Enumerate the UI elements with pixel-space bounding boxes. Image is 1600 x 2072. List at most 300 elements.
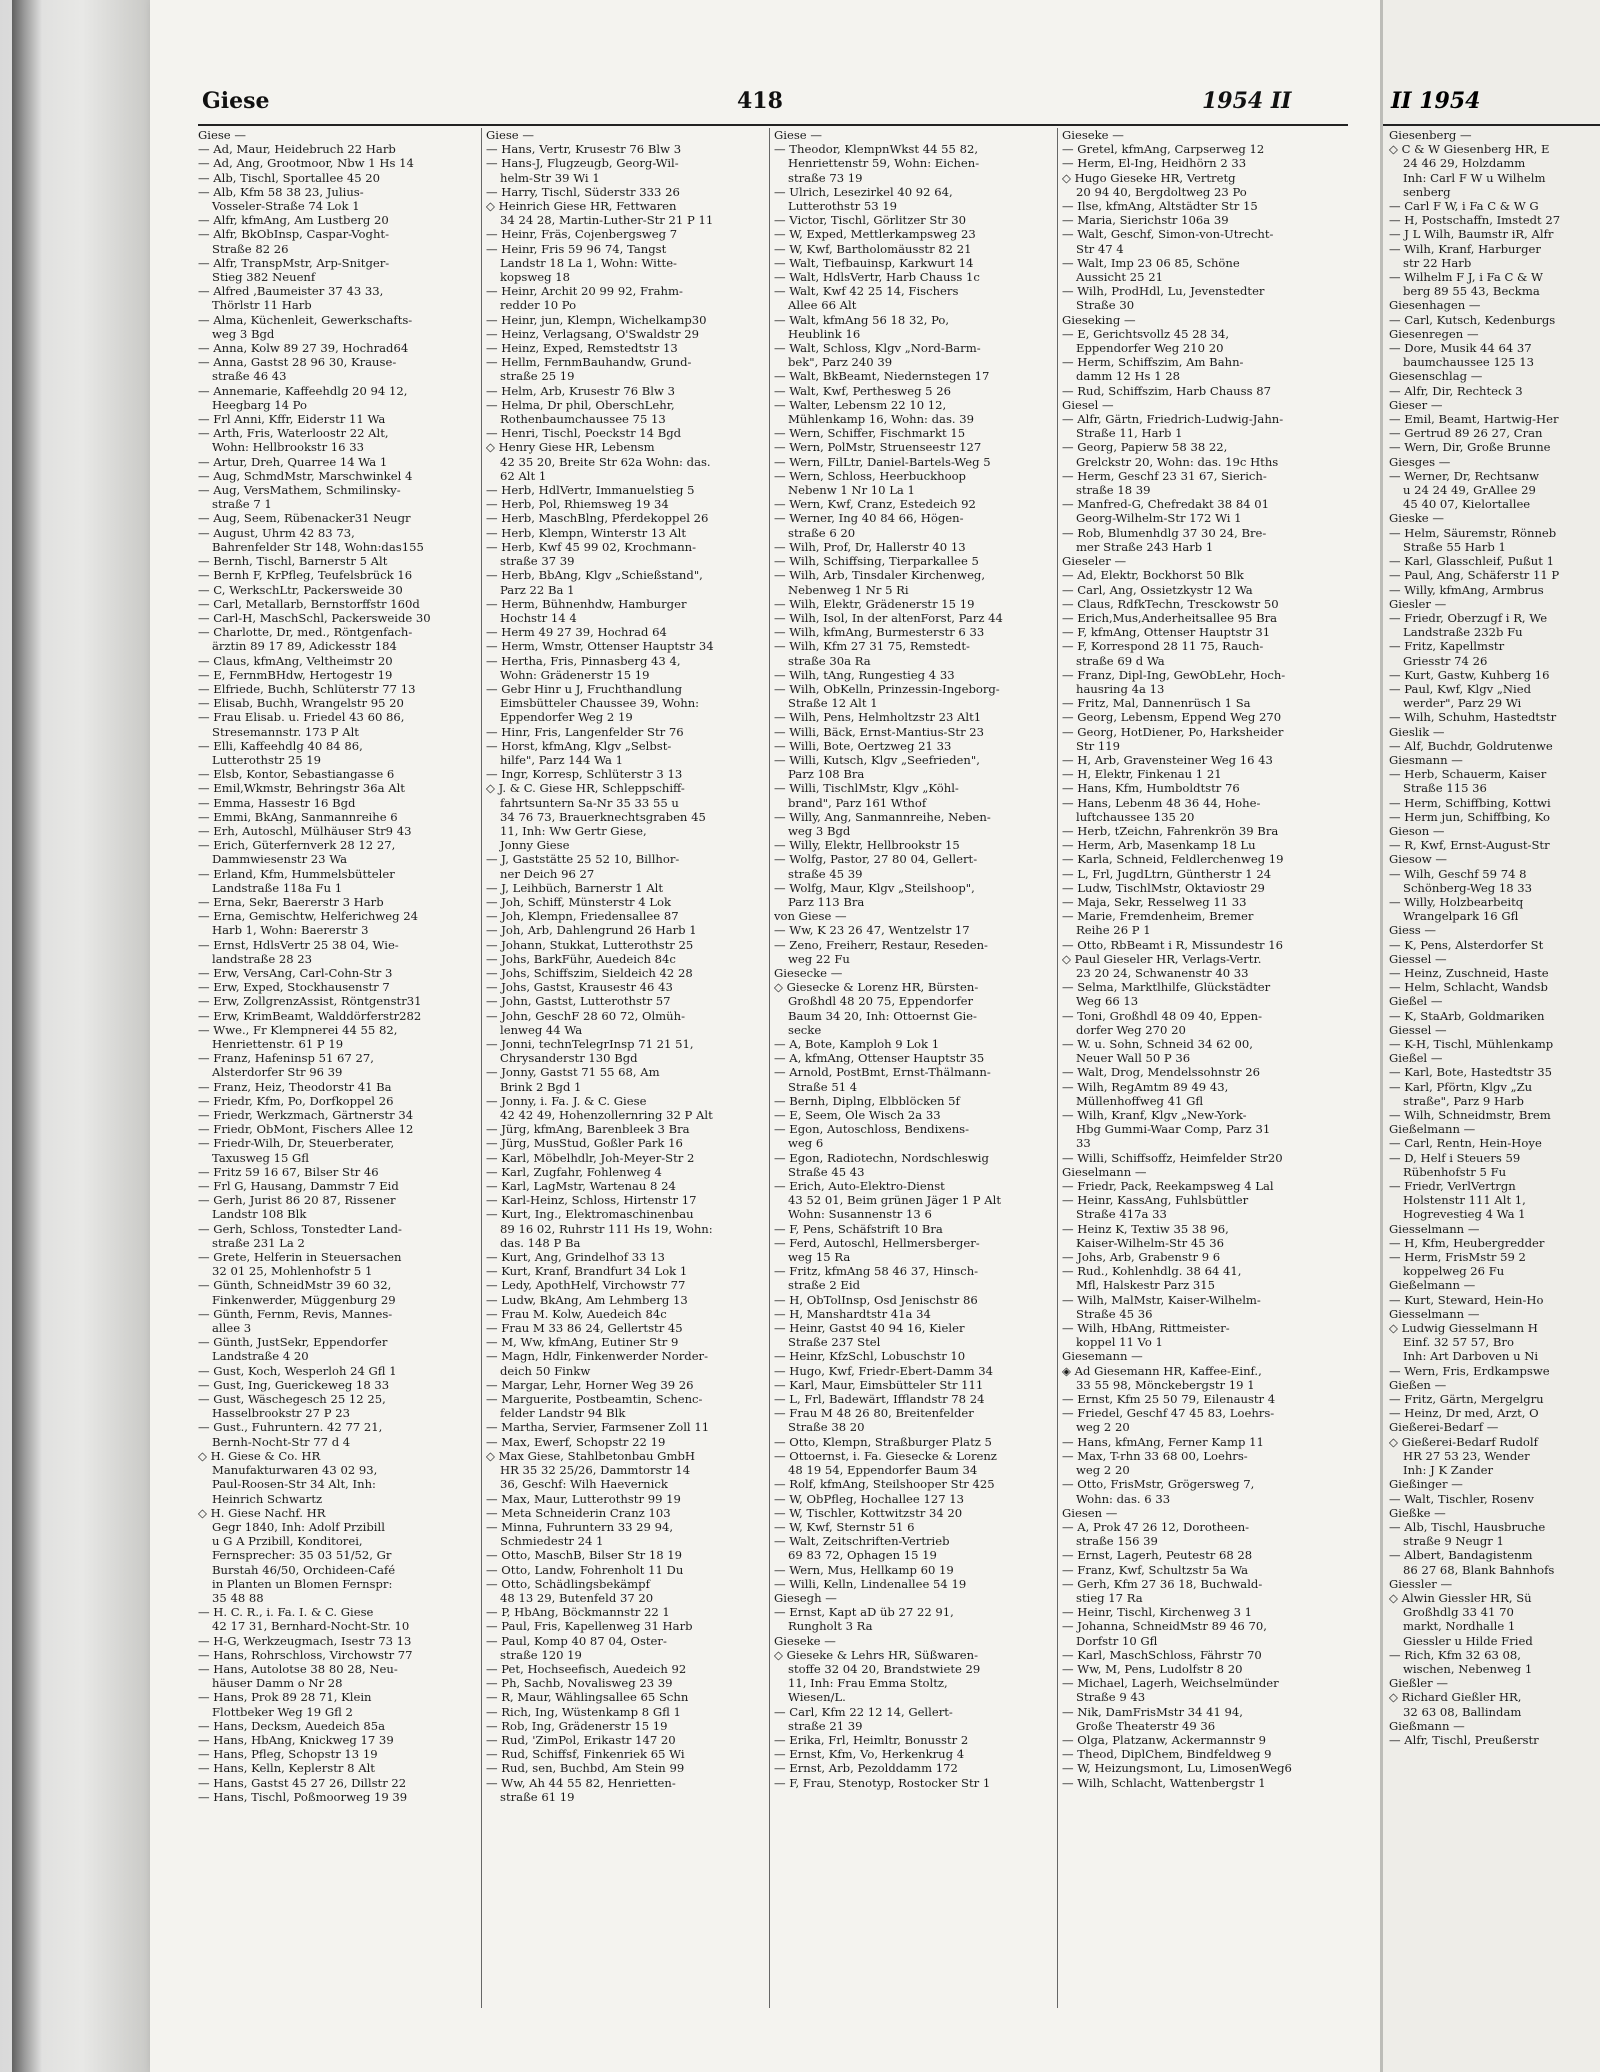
directory-entry-line: Wiesen/L. <box>788 1690 846 1705</box>
directory-entry-line: — Heinr, Tischl, Kirchenweg 3 1 <box>1062 1605 1253 1620</box>
directory-entry-line: — Alfred ‚Baumeister 37 43 33, <box>198 284 384 299</box>
directory-entry-line: Bahrenfelder Str 148, Wohn:das155 <box>212 539 424 554</box>
directory-entry-line: — Ludw, BkAng, Am Lehmberg 13 <box>486 1292 688 1307</box>
directory-entry-line: ◇ Paul Gieseler HR, Verlags-Vertr. <box>1062 951 1262 966</box>
facing-entry-line: Wrangelpark 16 Gfl <box>1403 909 1519 924</box>
directory-entry-line: — Heinz, Verlagsang, O'Swaldstr 29 <box>486 326 699 341</box>
directory-entry-line: — Alfr, Gärtn, Friedrich-Ludwig-Jahn- <box>1062 412 1284 427</box>
directory-entry-line: — Joh, Arb, Dahlengrund 26 Harb 1 <box>486 923 697 938</box>
directory-entry-line: — Herb, tZeichn, Fahrenkrön 39 Bra <box>1062 823 1279 838</box>
directory-entry-line: — Friedr, ObMont, Fischers Allee 12 <box>198 1122 414 1137</box>
directory-entry-line: — Paul, Fris, Kapellenweg 31 Harb <box>486 1619 693 1634</box>
facing-entry-line: senberg <box>1403 184 1451 199</box>
directory-entry-line: — Olga, Platzanw, Ackermannstr 9 <box>1062 1732 1267 1747</box>
directory-entry-line: — Hugo, Kwf, Friedr-Ebert-Damm 34 <box>774 1363 993 1378</box>
facing-entry-line: Giesenregen — <box>1389 326 1479 341</box>
directory-entry-line: fahrtsuntern Sa-Nr 35 33 55 u <box>500 795 679 810</box>
facing-entry-line: Giesow — <box>1389 852 1447 867</box>
directory-entry-line: weg 3 Bgd <box>788 823 851 838</box>
directory-entry-line: — Frau M 33 86 24, Gellertstr 45 <box>486 1321 683 1336</box>
facing-entry-line: — J L Wilh, Baumstr iR, Alfr <box>1389 227 1554 242</box>
directory-entry-line: Landstr 18 La 1, Wohn: Witte- <box>500 255 677 270</box>
directory-entry-line: Gieseler — <box>1062 554 1127 569</box>
facing-entry-line: — K, Pens, Alsterdorfer St <box>1389 937 1544 952</box>
directory-entry-line: — Wilh, Arb, Tinsdaler Kirchenweg, <box>774 568 986 583</box>
facing-entry-line: Schönberg-Weg 18 33 <box>1403 880 1533 895</box>
facing-entry-line: Einf. 32 57 57, Bro <box>1403 1335 1514 1350</box>
directory-column-4 <box>1062 128 1342 2048</box>
facing-entry-line: Giesenschlag — <box>1389 369 1483 384</box>
directory-entry-line: dorfer Weg 270 20 <box>1076 1022 1186 1037</box>
facing-entry-line: — Gertrud 89 26 27, Cran <box>1389 426 1543 441</box>
directory-entry-line: — Max, T-rhn 33 68 00, Loehrs- <box>1062 1448 1248 1463</box>
directory-entry-line: — Ilse, kfmAng, Altstädter Str 15 <box>1062 199 1258 214</box>
directory-entry-line: Gieselmann — <box>1062 1164 1147 1179</box>
facing-entry-line: — Carl, Rentn, Hein-Hoye <box>1389 1136 1542 1151</box>
directory-entry-line: 11, Inh: Ww Gertr Giese, <box>500 823 647 838</box>
directory-entry-line: — E, FernmBHdw, Hertogestr 19 <box>198 667 393 682</box>
directory-entry-line: 43 52 01, Beim grünen Jäger 1 P Alt <box>788 1193 1002 1208</box>
page-number: 418 <box>737 88 783 114</box>
directory-entry-line: — Franz, Heiz, Theodorstr 41 Ba <box>198 1079 392 1094</box>
directory-entry-line: luftchaussee 135 20 <box>1076 809 1195 824</box>
directory-entry-line: — Anna, Kolw 89 27 39, Hochrad64 <box>198 341 409 356</box>
directory-entry-line: — Zeno, Freiherr, Restaur, Reseden- <box>774 937 988 952</box>
directory-entry-line: Nebenweg 1 Nr 5 Ri <box>788 582 909 597</box>
facing-entry-line: — Helm, Schlacht, Wandsb <box>1389 980 1548 995</box>
directory-entry-line: hausring 4a 13 <box>1076 681 1165 696</box>
directory-entry-line: — Carl, Metallarb, Bernstorffstr 160d <box>198 596 420 611</box>
directory-entry-line: — Horst, kfmAng, Klgv „Selbst- <box>486 738 672 753</box>
directory-entry-line: weg 22 Fu <box>788 951 850 966</box>
directory-entry-line: — Grete, Helferin in Steuersachen <box>198 1250 402 1265</box>
directory-entry-line: — Emma, Hassestr 16 Bgd <box>198 795 356 810</box>
directory-entry-line: — Willi, Kutsch, Klgv „Seefrieden", <box>774 752 980 767</box>
directory-entry-line: — Erich, Auto-Elektro-Dienst <box>774 1179 945 1194</box>
directory-entry-line: ◇ Gieseke & Lehrs HR, Süßwaren- <box>774 1647 979 1662</box>
facing-entry-line: Giessler — <box>1389 1576 1453 1591</box>
directory-entry-line: — Ad, Elektr, Bockhorst 50 Blk <box>1062 568 1244 583</box>
directory-entry-line: straße 61 19 <box>500 1789 575 1804</box>
directory-entry-line: — Magn, Hdlr, Finkenwerder Norder- <box>486 1349 709 1364</box>
facing-entry-line: Griesstr 74 26 <box>1403 653 1488 668</box>
directory-entry-line: Wohn: Susannenstr 13 6 <box>788 1207 932 1222</box>
directory-entry-line: — Arnold, PostBmt, Ernst-Thälmann- <box>774 1065 991 1080</box>
directory-entry-line: — Karl, Zugfahr, Fohlenweg 4 <box>486 1164 662 1179</box>
directory-entry-line: — Ernst, Lagerh, Peutestr 68 28 <box>1062 1548 1253 1563</box>
directory-entry-line: deich 50 Finkw <box>500 1363 591 1378</box>
directory-entry-line: Giese — <box>774 128 822 142</box>
directory-entry-line: — Walt, Imp 23 06 85, Schöne <box>1062 255 1240 270</box>
facing-entry-line: Gießerei-Bedarf — <box>1389 1420 1499 1435</box>
directory-entry-line: — Wilh, MalMstr, Kaiser-Wilhelm- <box>1062 1292 1261 1307</box>
directory-entry-line: ◇ Henry Giese HR, Lebensm <box>486 440 655 455</box>
directory-entry-line: HR 35 32 25/26, Dammtorstr 14 <box>500 1463 691 1478</box>
directory-entry-line: Wohn: Hellbrookstr 16 33 <box>212 440 364 455</box>
directory-entry-line: — Johs, Arb, Grabenstr 9 6 <box>1062 1250 1221 1265</box>
directory-entry-line: — Kurt, Kranf, Brandfurt 34 Lok 1 <box>486 1264 688 1279</box>
directory-entry-line: — Wilh, Prof, Dr, Hallerstr 40 13 <box>774 539 966 554</box>
facing-entry-line: — Paul, Kwf, Klgv „Nied <box>1389 681 1532 696</box>
directory-entry-line: 69 83 72, Ophagen 15 19 <box>788 1548 937 1563</box>
directory-entry-line: Hasselbrookstr 27 P 23 <box>212 1406 350 1421</box>
directory-entry-line: Müllenhoffweg 41 Gfl <box>1076 1093 1204 1108</box>
directory-entry-line: — Rud, 'ZimPol, Erikastr 147 20 <box>486 1732 676 1747</box>
directory-entry-line: — C, WerkschLtr, Packersweide 30 <box>198 582 403 597</box>
directory-entry-line: straße 73 19 <box>788 170 863 185</box>
directory-entry-line: Paul-Roosen-Str 34 Alt, Inh: <box>212 1477 376 1492</box>
facing-entry-line: Landstraße 232b Fu <box>1403 625 1523 640</box>
directory-entry-line: straße 25 19 <box>500 369 575 384</box>
directory-entry-line: — Hans, Decksm, Auedeich 85a <box>198 1718 386 1733</box>
facing-entry-line: — Karl, Pförtn, Klgv „Zu <box>1389 1079 1533 1094</box>
directory-entry-line: — Egon, Autoschloss, Bendixens- <box>774 1122 970 1137</box>
facing-entry-line: werder", Parz 29 Wi <box>1403 696 1522 711</box>
directory-entry-line: — H-G, Werkzeugmach, Isestr 73 13 <box>198 1633 412 1648</box>
directory-entry-line: — Helm, Arb, Krusestr 76 Blw 3 <box>486 383 675 398</box>
facing-entry-line: — Willy, kfmAng, Armbrus <box>1389 582 1544 597</box>
directory-entry-line: — Otto, Klempn, Straßburger Platz 5 <box>774 1434 992 1449</box>
directory-entry-line: — Wilh, Pens, Helmholtzstr 23 Alt1 <box>774 710 982 725</box>
directory-entry-line: Straße 237 Stel <box>788 1335 881 1350</box>
directory-entry-line: — Wilh, Elektr, Grädenerstr 15 19 <box>774 596 975 611</box>
directory-entry-line: — Wolfg, Maur, Klgv „Steilshoop", <box>774 880 975 895</box>
facing-entry-line: — Wilh, Geschf 59 74 8 <box>1389 866 1527 881</box>
header-year: 1954 II <box>1202 88 1292 114</box>
directory-entry-line: ◇ H. Giese & Co. HR <box>198 1448 321 1463</box>
directory-entry-line: — Ernst, Arb, Pezolddamm 172 <box>774 1761 958 1776</box>
column-divider <box>769 128 770 2008</box>
directory-entry-line: Heinrich Schwartz <box>212 1491 323 1506</box>
directory-entry-line: weg 6 <box>788 1136 824 1151</box>
directory-entry-line: — Harry, Tischl, Süderstr 333 26 <box>486 184 680 199</box>
facing-entry-line: Gießelmann — <box>1389 1122 1476 1137</box>
directory-entry-line: Str 119 <box>1076 738 1120 753</box>
directory-entry-line: Alsterdorfer Str 96 39 <box>212 1065 343 1080</box>
directory-entry-line: — Franz, Dipl-Ing, GewObLehr, Hoch- <box>1062 667 1286 682</box>
directory-entry-line: 42 17 31, Bernhard-Nocht-Str. 10 <box>212 1619 410 1634</box>
directory-entry-line: Lutterothstr 53 19 <box>788 199 898 214</box>
facing-entry-line: Giess — <box>1389 923 1437 938</box>
directory-entry-line: — Aug, Seem, Rübenacker31 Neugr <box>198 511 411 526</box>
directory-entry-line: weg 2 20 <box>1076 1420 1130 1435</box>
facing-entry-line: Hogrevestieg 4 Wa 1 <box>1403 1207 1526 1222</box>
directory-entry-line: — Kurt, Ang, Grindelhof 33 13 <box>486 1250 665 1265</box>
directory-entry-line: 33 55 98, Mönckebergstr 19 1 <box>1076 1377 1255 1392</box>
directory-entry-line: — Nik, DamFrisMstr 34 41 94, <box>1062 1704 1243 1719</box>
directory-entry-line: weg 15 Ra <box>788 1250 851 1265</box>
directory-entry-line: 42 42 49, Hohenzollernring 32 P Alt <box>500 1108 713 1123</box>
directory-entry-line: Gegr 1840, Inh: Adolf Przibill <box>212 1519 385 1534</box>
directory-entry-line: — Heinr, jun, Klempn, Wichelkamp30 <box>486 312 707 327</box>
directory-column-3 <box>774 128 1054 2048</box>
directory-entry-line: — Gerh, Kfm 27 36 18, Buchwald- <box>1062 1576 1263 1591</box>
facing-entry-line: ◇ Gießerei-Bedarf Rudolf <box>1389 1434 1538 1449</box>
directory-entry-line: — Wern, PolMstr, Struenseestr 127 <box>774 440 982 455</box>
directory-entry-line: — A, Bote, Kamploh 9 Lok 1 <box>774 1037 940 1051</box>
directory-entry-line: — A, kfmAng, Ottenser Hauptstr 35 <box>774 1051 985 1066</box>
directory-entry-line: Reihe 26 P 1 <box>1076 923 1151 938</box>
directory-entry-line: Straße 38 20 <box>788 1420 865 1435</box>
facing-entry-line: — Herm jun, Schiffbing, Ko <box>1389 809 1550 824</box>
directory-entry-line: — Alfr, kfmAng, Am Lustberg 20 <box>198 213 389 228</box>
directory-entry-line: — Egon, Radiotechn, Nordschleswig <box>774 1150 989 1165</box>
directory-entry-line: Baum 34 20, Inh: Ottoernst Gie- <box>788 1008 977 1023</box>
directory-entry-line: — Emil,Wkmstr, Behringstr 36a Alt <box>198 781 405 796</box>
directory-entry-line: — Friedr-Wilh, Dr, Steuerberater, <box>198 1136 395 1151</box>
directory-entry-line: — Erw, ZollgrenzAssist, Röntgenstr31 <box>198 994 422 1009</box>
facing-entry-line: — Karl, Bote, Hastedtstr 35 <box>1389 1065 1553 1080</box>
facing-entry-line: — Heinz, Zuschneid, Haste <box>1389 965 1549 980</box>
directory-entry-line: Eimsbütteler Chaussee 39, Wohn: <box>500 696 700 711</box>
facing-entry-line: — Wilh, Schneidmstr, Brem <box>1389 1108 1551 1123</box>
directory-entry-line: — Ww, K 23 26 47, Wentzelstr 17 <box>774 923 970 938</box>
directory-entry-line: — Gretel, kfmAng, Carpserweg 12 <box>1062 142 1265 157</box>
directory-entry-line: — Hertha, Fris, Pinnasberg 43 4, <box>486 653 681 668</box>
directory-entry-line: Wohn: das. 6 33 <box>1076 1491 1171 1506</box>
directory-entry-line: — Karl, LagMstr, Wartenau 8 24 <box>486 1179 676 1194</box>
directory-entry-line: brand", Parz 161 Wthof <box>788 795 927 810</box>
directory-entry-line: das. 148 P Ba <box>500 1235 581 1250</box>
facing-entry-line: str 22 Harb <box>1403 255 1472 270</box>
directory-entry-line: — Ernst, HdlsVertr 25 38 04, Wie- <box>198 937 399 952</box>
facing-entry-line: — Herb, Schauerm, Kaiser <box>1389 767 1547 782</box>
directory-entry-line: ◈ Ad Giesemann HR, Kaffee-Einf., <box>1062 1363 1262 1378</box>
directory-entry-line: — Heinz, Exped, Remstedtstr 13 <box>486 341 678 356</box>
facing-entry-line: — Alf, Buchdr, Goldrutenwe <box>1389 738 1553 753</box>
directory-entry-line: Gieseking — <box>1062 312 1136 327</box>
directory-entry-line: Eppendorfer Weg 210 20 <box>1076 341 1224 356</box>
header-rule <box>198 124 1348 126</box>
directory-entry-line: straße 46 43 <box>212 369 287 384</box>
facing-entry-line: — Paul, Ang, Schäferstr 11 P <box>1389 568 1560 583</box>
directory-entry-line: ◇ Hugo Gieseke HR, Vertretg <box>1062 170 1236 185</box>
directory-entry-line: — Hellm, FernmBauhandw, Grund- <box>486 355 692 370</box>
directory-entry-line: Kaiser-Wilhelm-Str 45 36 <box>1076 1235 1225 1250</box>
facing-entry-line: markt, Nordhalle 1 <box>1403 1619 1516 1634</box>
directory-entry-line: — Herb, BbAng, Klgv „Schießstand", <box>486 568 703 583</box>
directory-entry-line: ◇ J. & C. Giese HR, Schleppschiff- <box>486 781 685 796</box>
directory-entry-line: — Walt, Kwf 42 25 14, Fischers <box>774 284 959 299</box>
facing-page-header: II 1954 <box>1391 88 1481 114</box>
directory-entry-line: — Theodor, KlempnWkst 44 55 82, <box>774 142 979 157</box>
directory-entry-line: — Wilh, ProdHdl, Lu, Jevenstedter <box>1062 284 1265 299</box>
directory-entry-line: — Selma, Marktlhilfe, Glückstädter <box>1062 980 1271 995</box>
directory-entry-line: straße 45 39 <box>788 866 863 881</box>
directory-entry-line: 34 24 28, Martin-Luther-Str 21 P 11 <box>500 213 714 228</box>
directory-entry-line: Straße 45 43 <box>788 1164 865 1179</box>
directory-entry-line: — Joh, Schiff, Münsterstr 4 Lok <box>486 894 671 909</box>
directory-entry-line: Straße 51 4 <box>788 1079 858 1094</box>
facing-entry-line: 24 46 29, Holzdamm <box>1403 156 1526 171</box>
directory-entry-line: — F, Frau, Stenotyp, Rostocker Str 1 <box>774 1775 991 1790</box>
directory-entry-line: — Heinr, KassAng, Fuhlsbüttler <box>1062 1193 1249 1208</box>
facing-entry-line: — Wern, Fris, Erdkampswe <box>1389 1363 1550 1378</box>
directory-entry-line: — Walt, Drog, Mendelssohnstr 26 <box>1062 1065 1261 1080</box>
facing-entry-line: Gieske — <box>1389 511 1444 526</box>
directory-entry-line: — W, Heizungsmont, Lu, LimosenWeg6 <box>1062 1761 1292 1776</box>
facing-entry-line: — Helm, Säuremstr, Rönneb <box>1389 525 1557 540</box>
directory-entry-line: — Friedr, Werkzmach, Gärtnerstr 34 <box>198 1108 414 1123</box>
directory-entry-line: Manufakturwaren 43 02 93, <box>212 1463 378 1478</box>
directory-entry-line: — Ernst, Kapt aD üb 27 22 91, <box>774 1605 954 1620</box>
directory-entry-line: — Hans, Rohrschloss, Virchowstr 77 <box>198 1647 413 1662</box>
facing-entry-line: u 24 24 49, GrAllee 29 <box>1403 483 1536 498</box>
facing-entry-line: Giesler — <box>1389 596 1447 611</box>
directory-entry-line: — Jürg, MusStud, Goßler Park 16 <box>486 1136 683 1151</box>
facing-entry-line: Gießler — <box>1389 1676 1448 1691</box>
directory-entry-line: Giesecke — <box>774 965 843 980</box>
directory-entry-line: — Elfriede, Buchh, Schlüterstr 77 13 <box>198 681 416 696</box>
directory-entry-line: — Hinr, Fris, Langenfelder Str 76 <box>486 724 684 739</box>
directory-entry-line: Giesemann — <box>1062 1349 1143 1364</box>
directory-entry-line: 11, Inh: Frau Emma Stoltz, <box>788 1676 948 1691</box>
facing-entry-line: Inh: Art Darboven u Ni <box>1403 1349 1539 1364</box>
facing-entry-line: — H, Kfm, Heubergredder <box>1389 1235 1545 1250</box>
directory-entry-line: — Bernh, Diplng, Elbblöcken 5f <box>774 1093 960 1108</box>
directory-entry-line: Landstr 108 Blk <box>212 1207 307 1222</box>
directory-entry-line: — Herm 49 27 39, Hochrad 64 <box>486 625 667 640</box>
directory-entry-line: — Rich, Ing, Wüstenkamp 8 Gfl 1 <box>486 1704 681 1719</box>
directory-entry-line: — Willi, Schiffsoffz, Heimfelder Str20 <box>1062 1150 1283 1165</box>
directory-entry-line: — Herm, Geschf 23 31 67, Sierich- <box>1062 468 1267 483</box>
directory-entry-line: — August, Uhrm 42 83 73, <box>198 525 355 540</box>
directory-entry-line: in Planten un Blomen Fernspr: <box>212 1576 393 1591</box>
directory-entry-line: bek", Parz 240 39 <box>788 355 893 370</box>
directory-entry-line: 32 01 25, Mohlenhofstr 5 1 <box>212 1264 373 1279</box>
directory-entry-line: — Ferd, Autoschl, Hellmersberger- <box>774 1235 980 1250</box>
directory-entry-line: 34 76 73, Brauerknechtsgraben 45 <box>500 809 706 824</box>
directory-entry-line: — Johann, Stukkat, Lutterothstr 25 <box>486 937 694 952</box>
directory-entry-line: — Wilh, RegAmtm 89 49 43, <box>1062 1079 1229 1094</box>
directory-entry-line: weg 3 Bgd <box>212 326 275 341</box>
directory-entry-line: — F, Korrespond 28 11 75, Rauch- <box>1062 639 1264 654</box>
scan-background-left <box>0 0 150 2072</box>
directory-entry-line: Vosseler-Straße 74 Lok 1 <box>212 199 360 214</box>
facing-entry-line: — Fritz, Gärtn, Mergelgru <box>1389 1392 1544 1407</box>
directory-entry-line: — Maja, Sekr, Resselweg 11 33 <box>1062 894 1247 909</box>
directory-entry-line: — Alfr, TranspMstr, Arp-Snitger- <box>198 255 390 270</box>
directory-entry-line: — Theod, DiplChem, Bindfeldweg 9 <box>1062 1747 1272 1762</box>
directory-entry-line: — Ww, M, Pens, Ludolfstr 8 20 <box>1062 1661 1243 1676</box>
directory-entry-line: ärztin 89 17 89, Adickesstr 184 <box>212 639 397 654</box>
directory-entry-line: — Georg, HotDiener, Po, Harksheider <box>1062 724 1284 739</box>
directory-entry-line: — Max, Ewerf, Schopstr 22 19 <box>486 1434 666 1449</box>
directory-entry-line: — Frl Anni, Kffr, Eiderstr 11 Wa <box>198 412 386 427</box>
facing-entry-line: Gießen — <box>1389 1377 1447 1392</box>
directory-page <box>150 0 1390 2072</box>
facing-entry-line: 32 63 08, Ballindam <box>1403 1704 1522 1719</box>
directory-entry-line: ◇ Giesecke & Lorenz HR, Bürsten- <box>774 980 979 995</box>
directory-entry-line: — Annemarie, Kaffeehdlg 20 94 12, <box>198 383 408 398</box>
directory-entry-line: — Heinz K, Textiw 35 38 96, <box>1062 1221 1229 1236</box>
directory-entry-line: Harb 1, Wohn: Baererstr 3 <box>212 923 369 938</box>
directory-entry-line: — Heinr, Fris 59 96 74, Tangst <box>486 241 667 256</box>
directory-entry-line: — Gust, Ing, Guerickeweg 18 33 <box>198 1377 390 1392</box>
facing-header-rule <box>1383 124 1600 126</box>
directory-entry-line: — Heinr, KfzSchl, Lobuschstr 10 <box>774 1349 966 1364</box>
directory-entry-line: — W, Kwf, Sternstr 51 6 <box>774 1519 915 1534</box>
directory-entry-line: — Johanna, SchneidMstr 89 46 70, <box>1062 1619 1267 1634</box>
directory-entry-line: Straße 417a 33 <box>1076 1207 1167 1222</box>
facing-entry-line: Gießelmann — <box>1389 1278 1476 1293</box>
directory-entry-line: — Elsb, Kontor, Sebastiangasse 6 <box>198 767 395 782</box>
directory-entry-line: stoffe 32 04 20, Brandstwiete 29 <box>788 1661 981 1676</box>
directory-entry-line: — Otto, RbBeamt i R, Missundestr 16 <box>1062 937 1284 952</box>
directory-entry-line: 42 35 20, Breite Str 62a Wohn: das. <box>500 454 711 469</box>
facing-entry-line: Gießel — <box>1389 1051 1443 1066</box>
directory-entry-line: — Frau M. Kolw, Auedeich 84c <box>486 1306 667 1321</box>
directory-entry-line: — Wolfg, Pastor, 27 80 04, Gellert- <box>774 852 978 867</box>
directory-entry-line: — Gust, Koch, Wesperloh 24 Gfl 1 <box>198 1363 397 1378</box>
facing-entry-line: Straße 55 Harb 1 <box>1403 539 1506 554</box>
facing-entry-line: Giessel — <box>1389 1022 1447 1037</box>
directory-entry-line: — Bernh F, KrPfleg, Teufelsbrück 16 <box>198 568 413 583</box>
directory-entry-line: — John, GeschF 28 60 72, Olmüh- <box>486 1008 686 1023</box>
directory-entry-line: — Wilh, tAng, Rungestieg 4 33 <box>774 667 955 682</box>
directory-entry-line: — Alb, Tischl, Sportallee 45 20 <box>198 170 381 185</box>
directory-entry-line: Giesegh — <box>774 1590 837 1605</box>
directory-entry-line: — Otto, MaschB, Bilser Str 18 19 <box>486 1548 683 1563</box>
directory-entry-line: mer Straße 243 Harb 1 <box>1076 539 1214 554</box>
directory-entry-line: — Marguerite, Postbeamtin, Schenc- <box>486 1392 703 1407</box>
directory-entry-line: Rothenbaumchaussee 75 13 <box>500 412 666 427</box>
facing-entry-line: Großhdlg 33 41 70 <box>1403 1605 1514 1620</box>
facing-entry-line: koppelweg 26 Fu <box>1403 1264 1505 1279</box>
directory-entry-line: Flottbeker Weg 19 Gfl 2 <box>212 1704 353 1719</box>
directory-entry-line: — Heinr, Archit 20 99 92, Frahm- <box>486 284 683 299</box>
directory-entry-line: — Herb, Klempn, Winterstr 13 Alt <box>486 525 687 540</box>
directory-entry-line: — Anna, Gastst 28 96 30, Krause- <box>198 355 397 370</box>
directory-entry-line: — Heinr, Fräs, Cojenbergsweg 7 <box>486 227 678 242</box>
directory-entry-line: — Ingr, Korresp, Schlüterstr 3 13 <box>486 767 683 782</box>
directory-entry-line: — Hans, Pfleg, Schopstr 13 19 <box>198 1747 378 1762</box>
directory-entry-line: — Otto, FrisMstr, Grögersweg 7, <box>1062 1477 1255 1492</box>
directory-entry-line: — Ernst, Kfm, Vo, Herkenkrug 4 <box>774 1747 965 1762</box>
directory-entry-line: — Alfr, BkObInsp, Caspar-Voght- <box>198 227 389 242</box>
facing-entry-line: — Alb, Tischl, Hausbruche <box>1389 1519 1546 1534</box>
facing-entry-line: — Werner, Dr, Rechtsanw <box>1389 468 1540 483</box>
directory-entry-line: — Hans, Lebenm 48 36 44, Hohe- <box>1062 795 1261 810</box>
directory-entry-line: — Maria, Sierichstr 106a 39 <box>1062 213 1229 228</box>
directory-entry-line: 33 <box>1076 1136 1091 1151</box>
directory-entry-line: — Victor, Tischl, Görlitzer Str 30 <box>774 213 966 228</box>
facing-entry-line: — Rich, Kfm 32 63 08, <box>1389 1647 1521 1662</box>
directory-entry-line: — Günth, JustSekr, Eppendorfer <box>198 1335 388 1350</box>
directory-entry-line: — E, Gerichtsvollz 45 28 34, <box>1062 326 1230 341</box>
facing-entry-line: — Kurt, Gastw, Kuhberg 16 <box>1389 667 1550 682</box>
directory-entry-line: straße 21 39 <box>788 1718 863 1733</box>
directory-entry-line: — Hans-J, Flugzeugb, Georg-Wil- <box>486 156 679 171</box>
directory-entry-line: secke <box>788 1022 822 1037</box>
directory-entry-line: Hbg Gummi-Waar Comp, Parz 31 <box>1076 1122 1271 1137</box>
facing-entry-line: Gieser — <box>1389 397 1443 412</box>
directory-entry-line: ◇ Heinrich Giese HR, Fettwaren <box>486 199 677 214</box>
facing-entry-line: Gießmann — <box>1389 1718 1465 1733</box>
directory-entry-line: — Rob, Blumenhdlg 37 30 24, Bre- <box>1062 525 1267 540</box>
directory-entry-line: — W. u. Sohn, Schneid 34 62 00, <box>1062 1037 1253 1051</box>
directory-entry-line: — Rud., Kohlenhdlg. 38 64 41, <box>1062 1264 1242 1279</box>
facing-entry-line: wischen, Nebenweg 1 <box>1403 1661 1533 1676</box>
directory-entry-line: — Karl, Möbelhdlr, Joh-Meyer-Str 2 <box>486 1150 695 1165</box>
directory-entry-line: — Artur, Dreh, Quarree 14 Wa 1 <box>198 454 388 469</box>
directory-entry-line: — Willy, Elektr, Hellbrookstr 15 <box>774 838 960 853</box>
directory-entry-line: hilfe", Parz 144 Wa 1 <box>500 752 623 767</box>
facing-entry-line: Gießinger — <box>1389 1477 1463 1492</box>
directory-entry-line: Nebenw 1 Nr 10 La 1 <box>788 483 915 498</box>
directory-entry-line: 23 20 24, Schwanenstr 40 33 <box>1076 965 1249 980</box>
directory-entry-line: Weg 66 13 <box>1076 994 1139 1009</box>
